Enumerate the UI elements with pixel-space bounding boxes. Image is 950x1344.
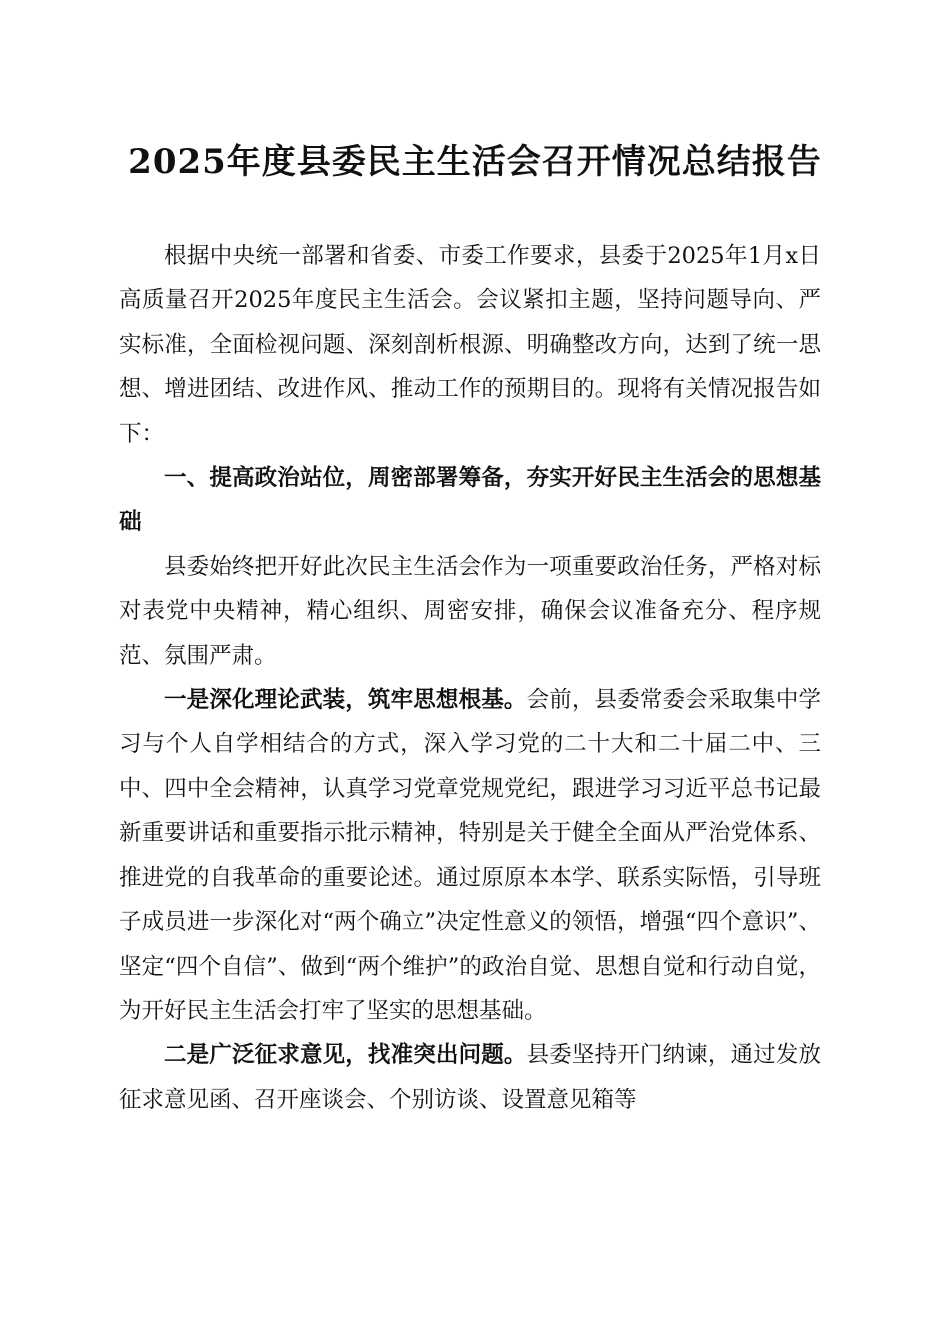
point-one-text: 会前，县委常委会采取集中学习与个人自学相结合的方式，深入学习党的二十大和二十届二中、三中、四中全会精神，认真学习党章党规党纪，跟进学习习近平总书记最新重要讲话和重要指示批示精神，特别是关于健全全面从严治党体系、推进党的自我革命的重要论述。通过原原本本学、联系实际悟，引导班子成员进一步深化对“两个确立”决定性意义的领悟，增强“四个意识”、坚定“四个自信”、做到“两个维护”的政治自觉、思想自觉和行动自觉，为开好民主生活会打牢了坚实的思想基础。 xyxy=(119,687,821,1024)
document-title: 2025年度县委民主生活会召开情况总结报告 xyxy=(128,142,822,182)
intro-paragraph: 根据中央统一部署和省委、市委工作要求，县委于2025年1月x日高质量召开2025年度民主生活会。会议紧扣主题，坚持问题导向、严实标准，全面检视问题、深刻剖析根源、明确整改方向，达到了统一思想、增进团结、改进作风、推动工作的预期目的。现将有关情况报告如下： xyxy=(119,243,821,447)
point-two-lead: 二是广泛征求意见，找准突出问题。 xyxy=(164,1042,527,1069)
point-one-lead: 一是深化理论武装，筑牢思想根基。 xyxy=(164,687,527,714)
point-two-paragraph xyxy=(119,1033,821,1122)
point-one-paragraph xyxy=(119,678,821,1033)
document-body xyxy=(119,234,821,1122)
section-heading: 一、提高政治站位，周密部署筹备，夯实开好民主生活会的思想基础 xyxy=(119,465,821,536)
point-two-text: 县委坚持开门纳谏，通过发放征求意见函、召开座谈会、个别访谈、设置意见箱等 xyxy=(119,1042,821,1113)
section-intro-paragraph: 县委始终把开好此次民主生活会作为一项重要政治任务，严格对标对表党中央精神，精心组织、周密安排，确保会议准备充分、程序规范、氛围严肃。 xyxy=(119,553,821,669)
